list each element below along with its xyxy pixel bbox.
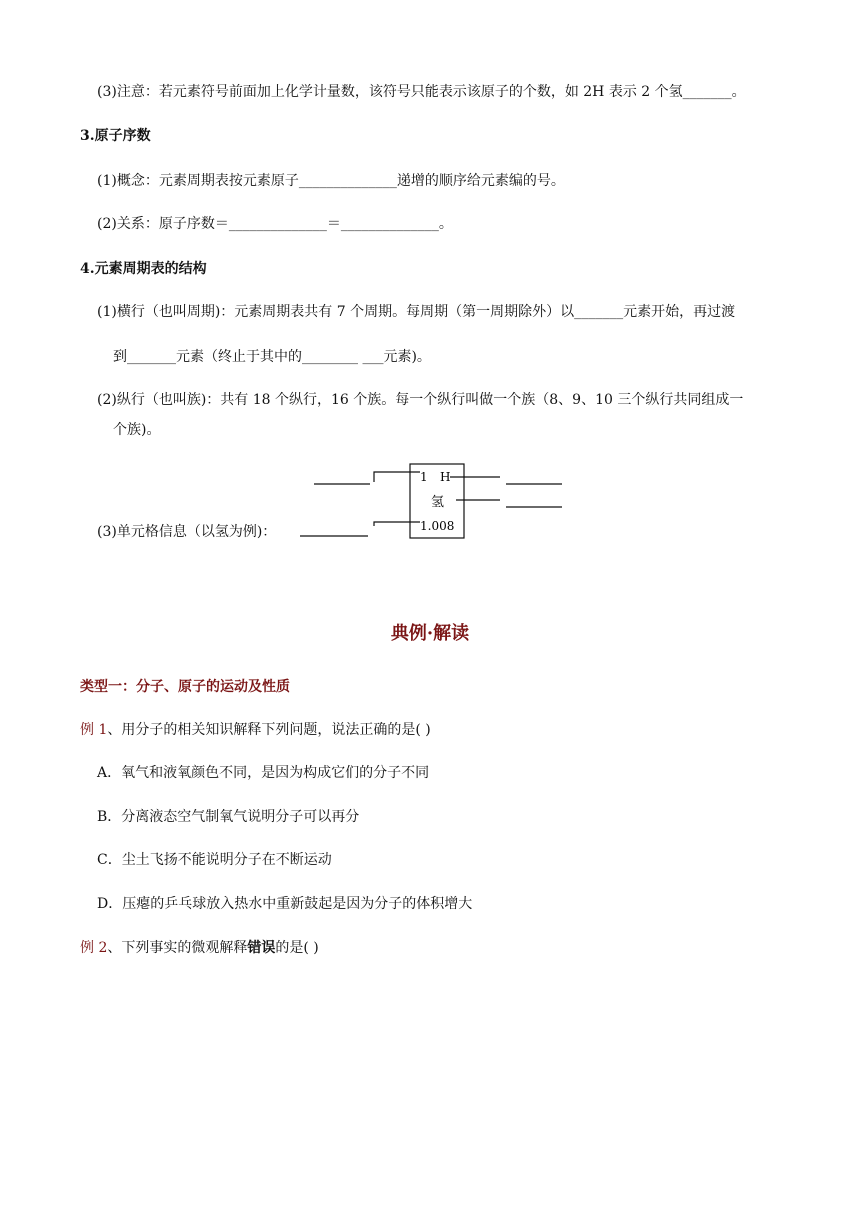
heading-atomic-number: 3.原子序数 [80, 128, 151, 144]
group-description-line2: 个族)。 [113, 422, 161, 438]
example-2-label: 例 2 [80, 940, 108, 956]
example-2 [80, 938, 319, 958]
heading-table-structure: 4.元素周期表的结构 [80, 261, 207, 277]
element-name: 氢 [431, 495, 445, 510]
option-c: C．尘土飞扬不能说明分子在不断运动 [97, 852, 332, 868]
element-mass: 1.008 [420, 519, 455, 533]
period-description-line1: (1)横行（也叫周期)：元素周期表共有 7 个周期。每周期（第一周期除外）以_______元素开始，再过渡 [97, 304, 736, 320]
cell-info-label: (3)单元格信息（以氢为例)： [97, 524, 277, 540]
atomic-number-concept: (1)概念：元素周期表按元素原子______________递增的顺序给元素编的号。 [97, 173, 565, 189]
group-description-line1: (2)纵行（也叫族)：共有 18 个纵行，16 个族。每一个纵行叫做一个族（8、9、10 三个纵行共同组成一 [97, 392, 744, 408]
example-1-text: 、用分子的相关知识解释下列问题，说法正确的是( ) [107, 722, 431, 738]
element-cell-diagram [300, 456, 580, 546]
atomic-number-relation: (2)关系：原子序数＝______________＝______________。 [97, 216, 453, 232]
period-description-line2: 到_______元素（终止于其中的________ ___元素)。 [113, 349, 431, 365]
option-b: B．分离液态空气制氧气说明分子可以再分 [97, 809, 360, 825]
option-d: D．压瘪的乒乓球放入热水中重新鼓起是因为分子的体积增大 [97, 896, 473, 912]
example-2-text-b: 的是( ) [275, 940, 319, 956]
type-1-heading: 类型一：分子、原子的运动及性质 [80, 679, 290, 695]
element-number: 1 [420, 470, 428, 484]
example-1 [80, 720, 431, 740]
option-a: A．氧气和液氧颜色不同，是因为构成它们的分子不同 [97, 765, 430, 781]
example-2-text-a: 、下列事实的微观解释 [107, 940, 248, 956]
example-1-label: 例 1 [80, 722, 108, 738]
note-3: (3)注意：若元素符号前面加上化学计量数，该符号只能表示该原子的个数，如 2H 表示 2 个氢_______。 [97, 84, 746, 100]
element-symbol: H [440, 470, 451, 484]
example-2-emphasis: 错误 [247, 940, 276, 956]
examples-title: 典例·解读 [390, 623, 470, 644]
